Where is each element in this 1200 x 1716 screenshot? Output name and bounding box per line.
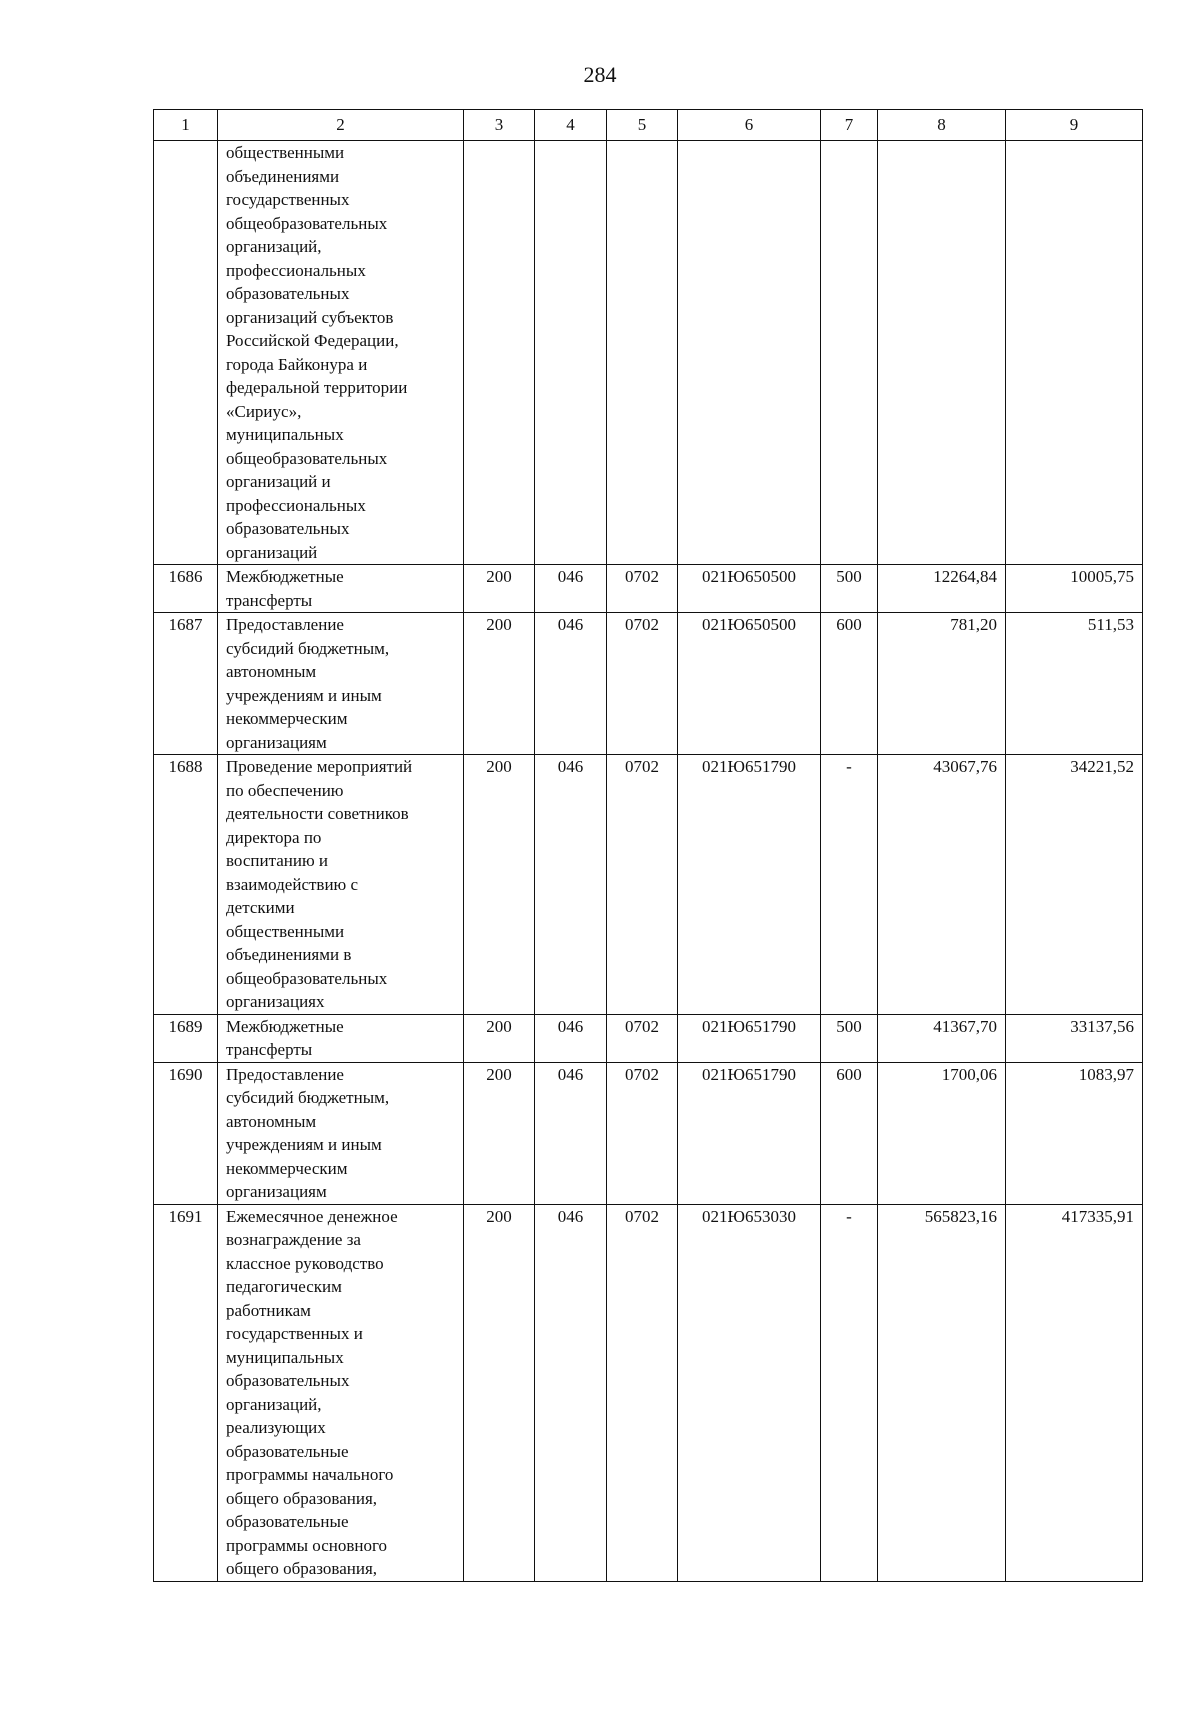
- expense-type-cell: 500: [821, 565, 878, 613]
- amount-cell: 1083,97: [1006, 1062, 1143, 1204]
- code-cell: 200: [464, 1014, 535, 1062]
- target-article-cell: 021Ю650500: [678, 565, 821, 613]
- row-number-cell: 1687: [154, 613, 218, 755]
- column-header: 1: [154, 110, 218, 141]
- table-row: [154, 613, 1143, 755]
- expense-type-cell: -: [821, 1204, 878, 1581]
- column-header: 6: [678, 110, 821, 141]
- code-cell: [535, 141, 607, 565]
- description-cell: Предоставление субсидий бюджетным, автономным учреждениям и иным некоммерческим организациям: [218, 613, 464, 755]
- row-number-cell: [154, 141, 218, 565]
- row-number-cell: 1691: [154, 1204, 218, 1581]
- amount-cell: 12264,84: [878, 565, 1006, 613]
- column-header: 3: [464, 110, 535, 141]
- target-article-cell: 021Ю650500: [678, 613, 821, 755]
- code-cell: 200: [464, 1204, 535, 1581]
- amount-cell: 565823,16: [878, 1204, 1006, 1581]
- row-number-cell: 1688: [154, 755, 218, 1015]
- amount-cell: 10005,75: [1006, 565, 1143, 613]
- column-header: 7: [821, 110, 878, 141]
- header-row: [154, 110, 1143, 141]
- row-number-cell: 1686: [154, 565, 218, 613]
- table-row: [154, 755, 1143, 1015]
- table-row: [154, 1204, 1143, 1581]
- column-header: 2: [218, 110, 464, 141]
- description-cell: Предоставление субсидий бюджетным, автономным учреждениям и иным некоммерческим организациям: [218, 1062, 464, 1204]
- column-header: 4: [535, 110, 607, 141]
- code-cell: 200: [464, 565, 535, 613]
- description-cell: Межбюджетные трансферты: [218, 1014, 464, 1062]
- page-number: 284: [583, 62, 617, 87]
- code-cell: 046: [535, 1204, 607, 1581]
- code-cell: 046: [535, 755, 607, 1015]
- code-cell: 0702: [607, 565, 678, 613]
- amount-cell: [1006, 141, 1143, 565]
- row-number-cell: 1689: [154, 1014, 218, 1062]
- column-header: 9: [1006, 110, 1143, 141]
- table-row: [154, 565, 1143, 613]
- budget-table: [153, 109, 1143, 1582]
- expense-type-cell: 600: [821, 613, 878, 755]
- target-article-cell: 021Ю651790: [678, 755, 821, 1015]
- code-cell: [607, 141, 678, 565]
- code-cell: [464, 141, 535, 565]
- amount-cell: 1700,06: [878, 1062, 1006, 1204]
- code-cell: 0702: [607, 1204, 678, 1581]
- code-cell: 046: [535, 1062, 607, 1204]
- amount-cell: 34221,52: [1006, 755, 1143, 1015]
- description-cell: общественными объединениями государственных общеобразовательных организаций, профессиональных образовательных организаций субъектов Российской Федерации, города Байконура и федеральной территории «Сириус», муниципальных общеобразовательных организаций и профессиональных образовательных организаций: [218, 141, 464, 565]
- amount-cell: 511,53: [1006, 613, 1143, 755]
- column-header: 5: [607, 110, 678, 141]
- description-cell: Ежемесячное денежное вознаграждение за классное руководство педагогическим работникам государственных и муниципальных образовательных организаций, реализующих образовательные программы начального общего образования, образовательные программы основного общего образования,: [218, 1204, 464, 1581]
- code-cell: 200: [464, 613, 535, 755]
- amount-cell: 781,20: [878, 613, 1006, 755]
- target-article-cell: 021Ю651790: [678, 1014, 821, 1062]
- target-article-cell: 021Ю651790: [678, 1062, 821, 1204]
- code-cell: 0702: [607, 613, 678, 755]
- code-cell: 0702: [607, 755, 678, 1015]
- description-cell: Проведение мероприятий по обеспечению деятельности советников директора по воспитанию и взаимодействию с детскими общественными объединениями в общеобразовательных организациях: [218, 755, 464, 1015]
- code-cell: 200: [464, 1062, 535, 1204]
- amount-cell: [878, 141, 1006, 565]
- code-cell: 046: [535, 565, 607, 613]
- column-header: 8: [878, 110, 1006, 141]
- code-cell: 200: [464, 755, 535, 1015]
- code-cell: 046: [535, 613, 607, 755]
- target-article-cell: [678, 141, 821, 565]
- table-row: [154, 1014, 1143, 1062]
- expense-type-cell: -: [821, 755, 878, 1015]
- expense-type-cell: 500: [821, 1014, 878, 1062]
- amount-cell: 41367,70: [878, 1014, 1006, 1062]
- amount-cell: 417335,91: [1006, 1204, 1143, 1581]
- code-cell: 0702: [607, 1062, 678, 1204]
- row-number-cell: 1690: [154, 1062, 218, 1204]
- amount-cell: 43067,76: [878, 755, 1006, 1015]
- table-row: [154, 141, 1143, 565]
- amount-cell: 33137,56: [1006, 1014, 1143, 1062]
- code-cell: 046: [535, 1014, 607, 1062]
- description-cell: Межбюджетные трансферты: [218, 565, 464, 613]
- target-article-cell: 021Ю653030: [678, 1204, 821, 1581]
- expense-type-cell: 600: [821, 1062, 878, 1204]
- expense-type-cell: [821, 141, 878, 565]
- code-cell: 0702: [607, 1014, 678, 1062]
- table-row: [154, 1062, 1143, 1204]
